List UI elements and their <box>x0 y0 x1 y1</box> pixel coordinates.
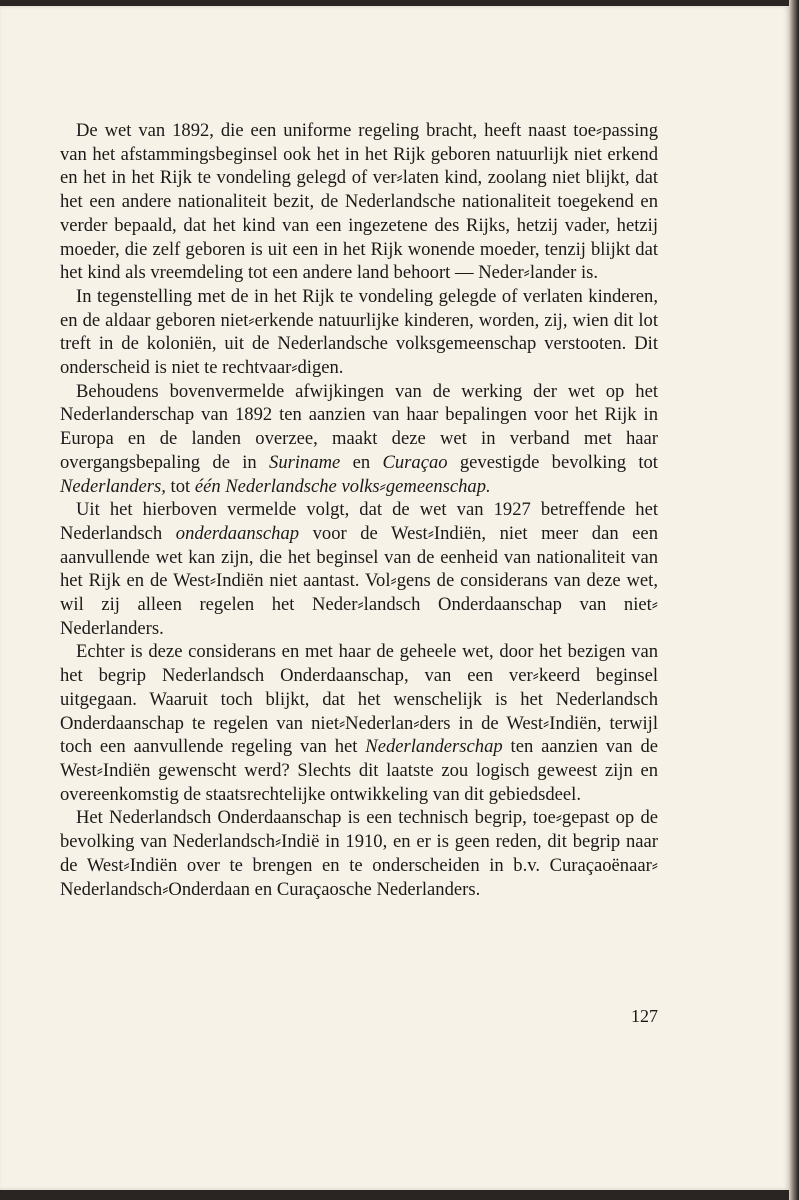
emphasis-nederlanderschap: Nederlanderschap <box>365 736 503 758</box>
emphasis-suriname: Suriname <box>269 451 341 473</box>
book-page <box>0 6 789 1190</box>
emphasis-volksgemeenschap: één Nederlandsche volks⸗gemeenschap. <box>194 475 491 497</box>
paragraph-3: Behoudens bovenvermelde afwijkingen van de werking der wet op het Nederlanderschap van 1892 ten aanzien van haar bepalingen voor het Rijk in Europa en de landen overzee, maakt deze wet in verband met haar overgangsbepaling de in Suriname en Curaçao gevestigde bevolking tot Nederlanders, tot één Nederlandsche volks⸗gemeenschap. <box>60 380 658 497</box>
paragraph-6: Het Nederlandsch Onderdaanschap is een technisch begrip, toe⸗gepast op de bevolking van Nederlandsch⸗Indië in 1910, en er is geen reden, dit begrip naar de West⸗Indiën over te brengen en te onderscheiden in b.v. Curaçaoënaar⸗Nederlandsch⸗Onderdaan en Curaçaosche Nederlanders. <box>60 807 658 900</box>
paragraph-5: Echter is deze considerans en met haar de geheele wet, door het bezigen van het begrip Nederlandsch Onderdaanschap, van een ver⸗keerd beginsel uitgegaan. Waaruit toch blijkt, dat het wenschelijk is het Nederlandsch Onderdaanschap te regelen van niet⸗Nederlan⸗ders in de West⸗Indiën, terwijl toch een aanvullende regeling van het Nederlanderschap ten aanzien van de West⸗Indiën gewenscht werd? Slechts dit laatste zou logisch geweest zijn en overeenkomstig de staatsrechtelijke ontwikkeling van dit gebiedsdeel. <box>60 641 658 805</box>
emphasis-nederlanders: Nederlanders, <box>60 475 166 497</box>
paragraph-4: Uit het hierboven vermelde volgt, dat de wet van 1927 betreffende het Nederlandsch onderdaanschap voor de West⸗Indiën, niet meer dan een aanvullende wet kan zijn, die het beginsel van de eenheid van nationaliteit van het Rijk en de West⸗Indiën niet aantast. Vol⸗gens de considerans van deze wet, wil zij alleen regelen het Neder⸗landsch Onderdaanschap van niet⸗Nederlanders. <box>60 499 658 639</box>
page-edge <box>789 0 799 1200</box>
paragraph-1: De wet van 1892, die een uniforme regeling bracht, heeft naast toe⸗passing van het afstammingsbeginsel ook het in het Rijk geboren natuurlijk niet erkend en het in het Rijk te vondeling gelegd of ver⸗laten kind, zoolang niet blijkt, dat het een andere nationaliteit bezit, de Nederlandsche nationaliteit toegekend en verder bepaald, dat het kind van een ingezetene des Rijks, hetzij vader, hetzij moeder, die zelf geboren is uit een in het Rijk wonende moeder, tenzij blijkt dat het kind als vreemdeling tot een andere land behoort — Neder⸗lander is. <box>60 120 658 284</box>
body-text <box>60 119 658 901</box>
emphasis-curacao: Curaçao <box>382 451 448 473</box>
page-number: 127 <box>631 1006 658 1026</box>
emphasis-onderdaanschap: onderdaanschap <box>175 522 300 544</box>
paragraph-2: In tegenstelling met de in het Rijk te vondeling gelegde of verlaten kinderen, en de aldaar geboren niet⸗erkende natuurlijke kinderen, worden, zij, wien dit lot treft in de koloniën, uit de Nederlandsche volksgemeenschap verstooten. Dit onderscheid is niet te rechtvaar⸗digen. <box>60 285 658 379</box>
